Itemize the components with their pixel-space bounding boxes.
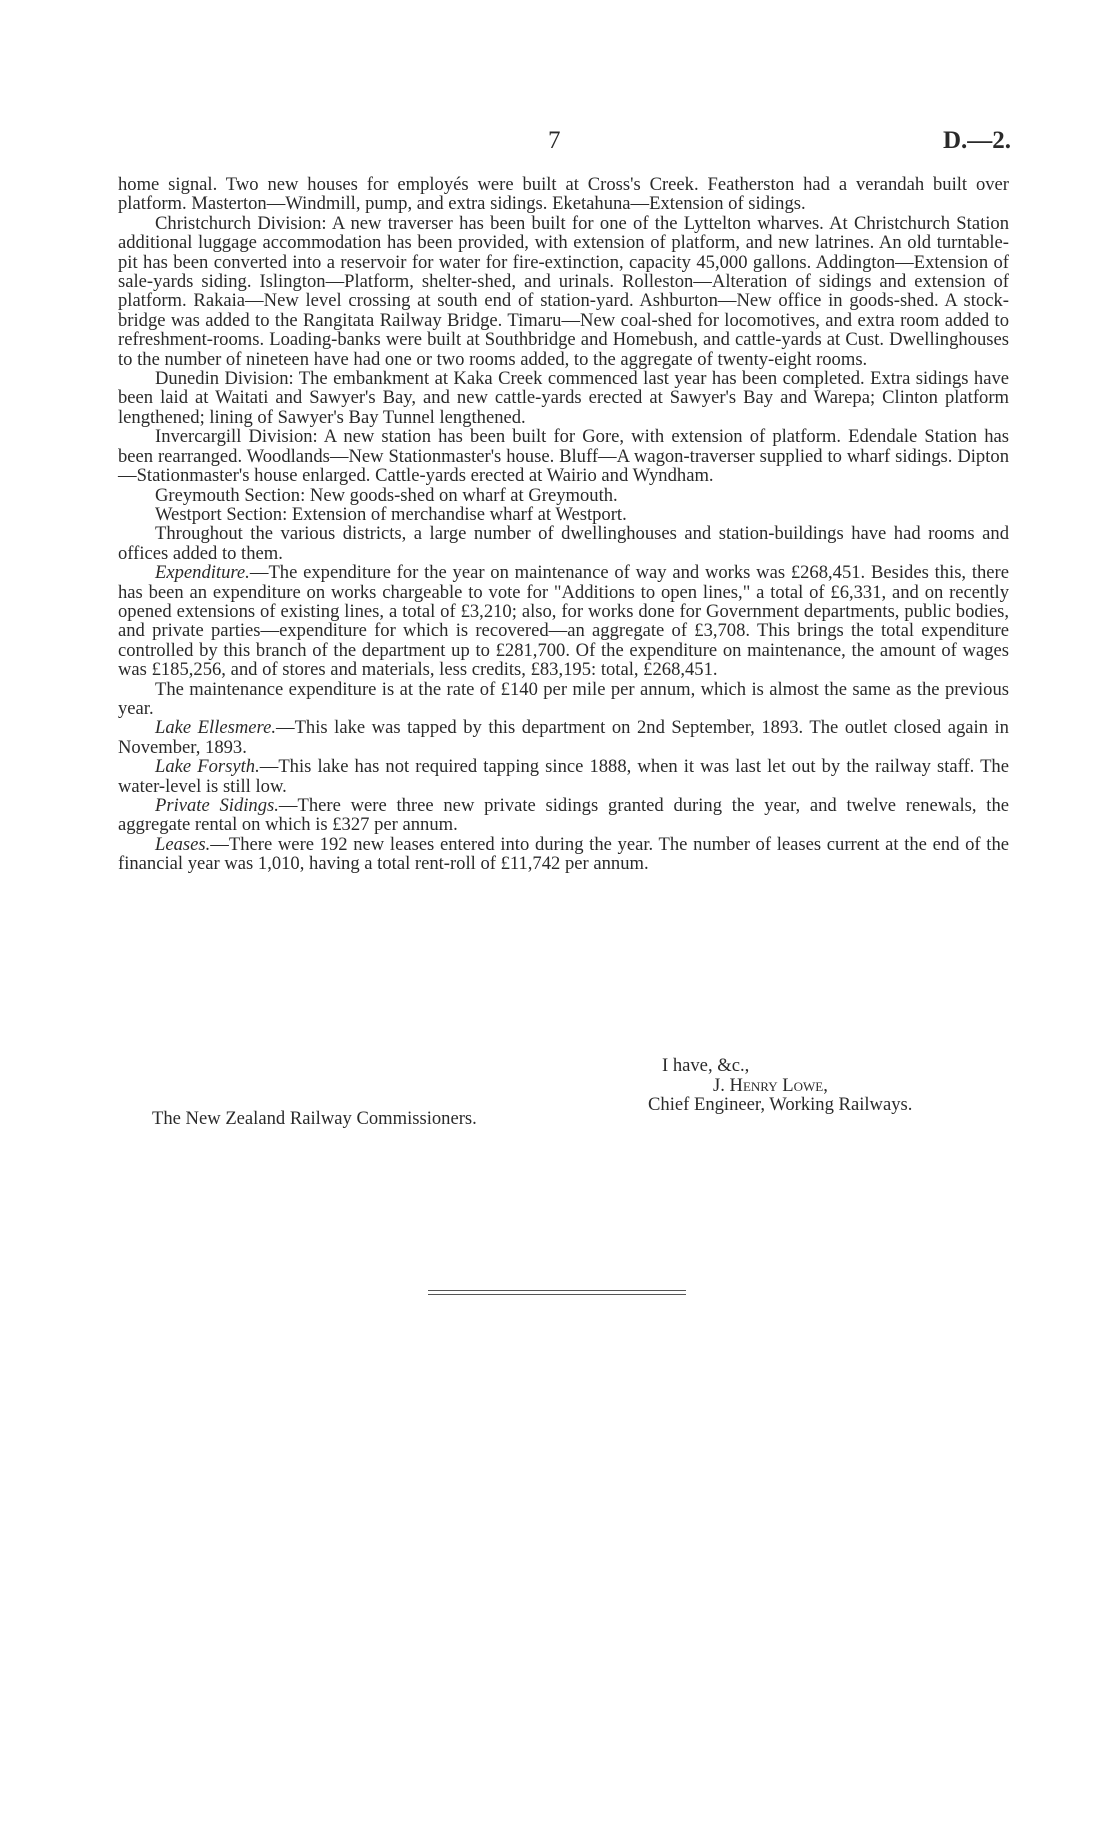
paragraph: Greymouth Section: New goods-shed on wharf at Greymouth. — [155, 484, 618, 506]
paragraph: Dunedin Division: The embankment at Kaka Creek commenced last year has been completed. Extra sidings have been laid at Waitati and Sawyer's Bay, and new cattle-yards erected at Sawyer's Bay and Warepa; Clinton platform lengthened; lining of Sawyer's Bay Tunnel lengthened. — [118, 368, 1009, 428]
page-number: 7 — [548, 127, 561, 154]
expenditure-paragraph — [118, 563, 1009, 679]
paragraph: Invercargill Division: A new station has been built for Gore, with extension of platform. Edendale Station has been rearranged. Woodlands—New Stationmaster's house. Bluff—A wagon-traverser supplied to wharf sidings. Dipton—Stationmaster's house enlarged. Cattle-yards erected at Wairio and Wyndham. — [118, 426, 1009, 487]
section-text: —There were 192 new leases entered into during the year. The number of leases current at the end of the financial year was 1,010, having a total rent-roll of £11,742 per annum. — [118, 833, 1009, 875]
maintenance-rate-paragraph — [118, 680, 1009, 719]
lake-ellesmere-paragraph — [118, 718, 1009, 757]
section-heading: Lake Forsyth. — [155, 756, 260, 778]
end-rule — [428, 1290, 686, 1291]
paragraph: Throughout the various districts, a large number of dwellinghouses and station-buildings have had rooms and offices added to them. — [118, 523, 1009, 564]
private-sidings-paragraph — [118, 796, 1009, 835]
end-rule — [428, 1294, 686, 1295]
report-body — [118, 175, 1009, 874]
section-heading: Leases. — [155, 833, 211, 855]
section-text: The maintenance expenditure is at the rate of £140 per mile per annum, which is almost the same as the previous year. — [118, 678, 1009, 719]
addressee: The New Zealand Railway Commissioners. — [152, 1108, 477, 1129]
section-heading: Private Sidings. — [155, 795, 279, 816]
signatory-name: J. Henry Lowe, — [713, 1074, 828, 1096]
section-text: —The expenditure for the year on maintenance of way and works was £268,451. Besides this, there has been an expenditure on works chargeable to vote for "Additions to open lines," a total of £6,331, and on recently opened extensions of existing lines, a total of £3,210; also, for works done for Government departments, public bodies, and private parties—expenditure for which is recovered—an aggregate of £3,708. This brings the total expenditure controlled by this branch of the department up to £281,700. Of the expenditure on maintenance, the amount of wages was £185,256, and of stores and materials, less credits, £83,195: total, £268,451. — [118, 562, 1009, 681]
signatory-title: Chief Engineer, Working Railways. — [648, 1094, 913, 1116]
document-reference: D.—2. — [942, 127, 1011, 154]
section-text: —There were three new private sidings granted during the year, and twelve renewals, the aggregate rental on which is £327 per annum. — [118, 795, 1010, 836]
paragraph: Christchurch Division: A new traverser has been built for one of the Lyttelton wharves. At Christchurch Station additional luggage accommodation has been provided, with extension of platform, and new latrines. An old turntable-pit has been converted into a reservoir for water for fire-extinction, capacity 45,000 gallons. Addington—Extension of sale-yards siding. Islington—Platform, shelter-shed, and urinals. Rolleston—Alteration of sidings and extension of platform. Rakaia—New level crossing at south end of station-yard. Ashburton—New office in goods-shed. A stock-bridge was added to the Rangitata Railway Bridge. Timaru—New coal-shed for locomotives, and extra room added to refreshment-rooms. Loading-banks were built at Southbridge and Homebush, and cattle-yards at Cust. Dwellinghouses to the number of nineteen have had one or two rooms added, to the aggregate of twenty-eight rooms. — [118, 212, 1009, 370]
section-heading: Lake Ellesmere. — [155, 717, 276, 739]
section-text: —This lake was tapped by this department on 2nd September, 1893. The outlet closed again in November, 1893. — [118, 717, 1009, 758]
lake-forsyth-paragraph — [118, 757, 1009, 796]
section-text: —This lake has not required tapping since 1888, when it was last let out by the railway staff. The water-level is still low. — [118, 756, 1009, 797]
paragraph: home signal. Two new houses for employés were built at Cross's Creek. Featherston had a verandah built over platform. Masterton—Windmill, pump, and extra sidings. Eketahuna—Extension of sidings. — [118, 174, 1009, 215]
leases-paragraph — [118, 835, 1009, 874]
paragraph: Westport Section: Extension of merchandise wharf at Westport. — [155, 503, 627, 525]
signature-block — [648, 1056, 912, 1115]
closing-line: I have, &c., — [662, 1055, 750, 1076]
section-heading: Expenditure. — [155, 562, 250, 584]
